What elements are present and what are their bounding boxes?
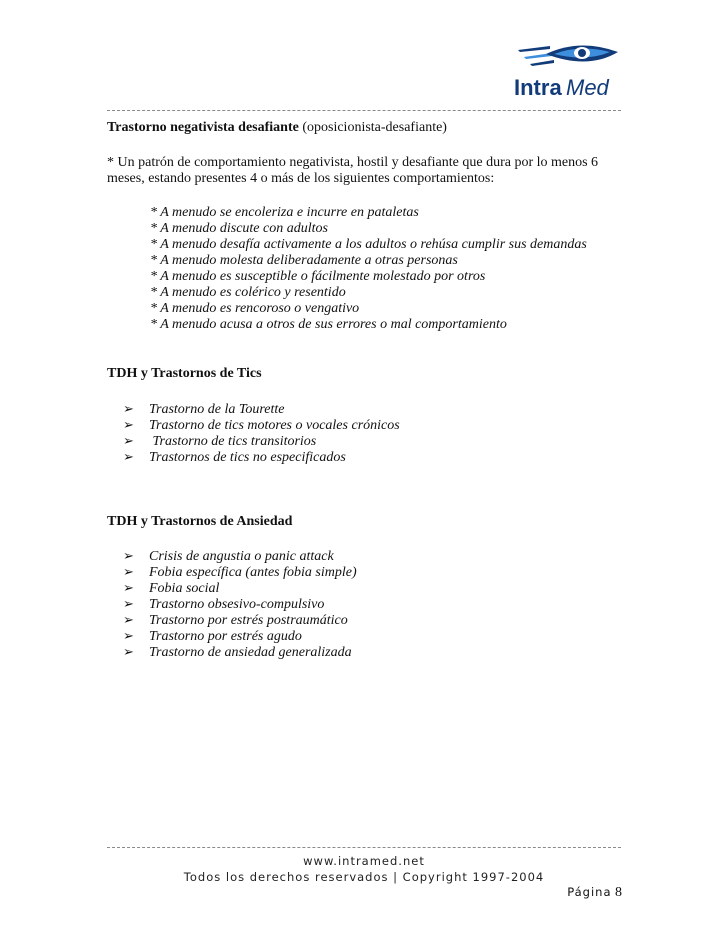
- list-item: [123, 433, 316, 450]
- section3-title: TDH y Trastornos de Ansiedad: [107, 514, 293, 529]
- list-item-label: Trastorno de ansiedad generalizada: [149, 645, 352, 660]
- criterion-item: * A menudo discute con adultos: [150, 221, 328, 236]
- list-item-label: Fobia social: [149, 581, 220, 596]
- list-item: [123, 548, 334, 565]
- list-item: [123, 596, 324, 613]
- page-number: 8: [615, 885, 622, 900]
- list-item-label: Trastorno obsesivo-compulsivo: [149, 597, 325, 612]
- list-item-label: Fobia específica (antes fobia simple): [149, 565, 357, 580]
- list-item-label: Trastorno de tics motores o vocales crónicos: [149, 418, 400, 433]
- arrow-bullet-icon: ➢: [123, 449, 134, 464]
- eye-logo-icon: [510, 40, 625, 104]
- page-label: Página: [567, 885, 612, 899]
- list-item-label: Trastorno de tics transitorios: [149, 434, 317, 449]
- intramed-logo: [510, 40, 625, 104]
- criterion-item: * A menudo molesta deliberadamente a otras personas: [150, 253, 458, 268]
- arrow-bullet-icon: ➢: [123, 548, 134, 563]
- arrow-bullet-icon: ➢: [123, 628, 134, 643]
- list-item: [123, 449, 346, 466]
- list-item: [123, 417, 400, 434]
- header-divider: [107, 110, 621, 111]
- arrow-bullet-icon: ➢: [123, 564, 134, 579]
- criterion-item: * A menudo desafía activamente a los adultos o rehúsa cumplir sus demandas: [150, 237, 587, 252]
- section1-intro-line1: * Un patrón de comportamiento negativista, hostil y desafiante que dura por lo menos 6: [107, 155, 599, 170]
- criterion-item: * A menudo es susceptible o fácilmente molestado por otros: [150, 269, 486, 284]
- list-item-label: Crisis de angustia o panic attack: [149, 549, 334, 564]
- criterion-item: * A menudo se encoleriza e incurre en pataletas: [150, 205, 419, 220]
- footer-divider: [107, 847, 621, 848]
- arrow-bullet-icon: ➢: [123, 612, 134, 627]
- section1-subtitle: (oposicionista-desafiante): [298, 120, 447, 135]
- list-item: [123, 612, 348, 629]
- arrow-bullet-icon: ➢: [123, 417, 134, 432]
- list-item-label: Trastorno por estrés postraumático: [149, 613, 348, 628]
- criterion-item: * A menudo es rencoroso o vengativo: [150, 301, 360, 316]
- list-item-label: Trastorno de la Tourette: [149, 402, 285, 417]
- arrow-bullet-icon: ➢: [123, 401, 134, 416]
- arrow-bullet-icon: ➢: [123, 433, 134, 448]
- arrow-bullet-icon: ➢: [123, 596, 134, 611]
- footer-copyright: Todos los derechos reservados | Copyright 1997-2004: [183, 870, 545, 884]
- logo-wordmark-italic: Med: [566, 75, 609, 100]
- section2-title: TDH y Trastornos de Tics: [107, 366, 262, 381]
- list-item-label: Trastornos de tics no especificados: [149, 450, 346, 465]
- section1-title: Trastorno negativista desafiante: [107, 120, 299, 135]
- list-item: [123, 401, 285, 418]
- arrow-bullet-icon: ➢: [123, 580, 134, 595]
- criterion-item: * A menudo acusa a otros de sus errores o mal comportamiento: [150, 317, 507, 332]
- section1-heading: [107, 120, 447, 136]
- criterion-item: * A menudo es colérico y resentido: [150, 285, 346, 300]
- section1-intro-line2: meses, estando presentes 4 o más de los siguientes comportamientos:: [107, 171, 495, 186]
- footer-url[interactable]: www.intramed.net: [303, 854, 425, 868]
- list-item: [123, 564, 357, 581]
- list-item: [123, 580, 219, 597]
- list-item-label: Trastorno por estrés agudo: [149, 629, 302, 644]
- list-item: [123, 644, 352, 661]
- arrow-bullet-icon: ➢: [123, 644, 134, 659]
- page-number-label: [567, 885, 622, 901]
- list-item: [123, 628, 302, 645]
- logo-wordmark-bold: Intra: [514, 75, 562, 100]
